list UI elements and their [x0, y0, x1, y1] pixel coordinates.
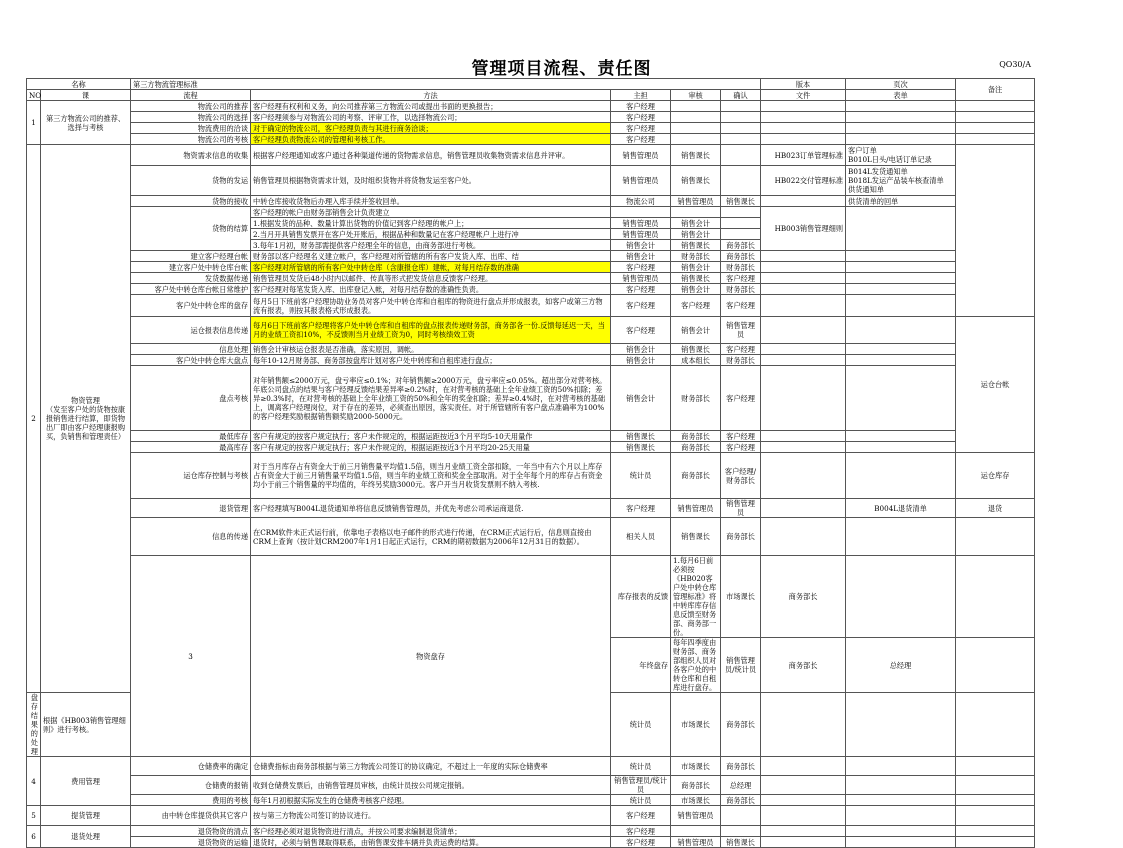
document-cell: HB022交付管理标准 [761, 166, 846, 196]
review-cell: 成本组长 [671, 355, 721, 366]
review-cell: 销售会计 [671, 284, 721, 295]
owner-cell: 销售会计 [611, 344, 671, 355]
method-cell: 每年四季度由财务部、商务部组织人员对各客户处的中转仓库和自租库进行盘存。 [671, 638, 721, 693]
process-cell: 货物的接收 [131, 196, 251, 207]
confirm-cell: 总经理 [846, 638, 956, 693]
process-cell: 年终盘存 [611, 638, 671, 693]
group-section: 第三方物流公司的推荐、选择与考核 [41, 101, 131, 145]
owner-cell: 销售会计 [611, 240, 671, 251]
process-cell: 客户处中转仓库大盘点 [131, 355, 251, 366]
review-cell: 市场课长 [671, 757, 721, 776]
label-version: 版本 [761, 79, 846, 90]
owner-cell: 客户经理 [611, 112, 671, 123]
method-cell: 销售管理员根据物资需求计划，及时组织货物并将货物发运至客户处。 [251, 166, 611, 196]
method-cell: 根据《HB003销售管理细则》进行考核。 [41, 693, 131, 757]
owner-cell: 销售管理员/统计员 [721, 638, 761, 693]
owner-cell: 客户经理 [611, 284, 671, 295]
method-cell: 1.每月6日前必须按《HB020客户处中转仓库管理标准》将中转库库存信息反馈至财务部、商务部一份。 [671, 556, 721, 638]
method-cell: 客户有规定的按客户规定执行；客户未作规定的，根据运距按近3个月平均5-10天用量作 [251, 431, 611, 442]
method-cell: 2.当月开具销售发票开在客户处开账后，根据品种和数量记在客户经理帐户上进行冲 [251, 229, 611, 240]
process-cell: 费用的考核 [131, 795, 251, 806]
process-cell: 盘点考核 [131, 366, 251, 431]
table-row [27, 837, 1035, 848]
owner-cell: 统计员 [611, 453, 671, 499]
confirm-cell: 财务部长 [721, 284, 761, 295]
form-cell: 客户订单 B010L日头/电话订单记录 [846, 145, 956, 166]
process-cell: 信息处理 [131, 344, 251, 355]
owner-cell: 统计员 [611, 795, 671, 806]
confirm-cell: 商务部长 [721, 251, 761, 262]
group-no: 1 [27, 101, 41, 145]
method-cell: 每年10-12月财务部、商务部按盘库计划对客户处中转库和自租库进行盘点； [251, 355, 611, 366]
process-cell: 运仓库存控制与考核 [131, 453, 251, 499]
confirm-cell: 销售课长 [721, 196, 761, 207]
owner-cell: 相关人员 [611, 518, 671, 556]
method-cell: 中转仓库接收货物后办理入库手续并签收回单。 [251, 196, 611, 207]
method-cell: 收到仓储费发票后，由销售管理员审核，由统计员按公司规定报销。 [251, 776, 611, 795]
confirm-cell: 商务部长 [721, 795, 761, 806]
review-cell: 销售课长 [671, 145, 721, 166]
confirm-cell: 商务部长 [721, 240, 761, 251]
method-cell: 每月5日下班前客户经理协助业务员对客户处中转仓库和自租库的物资进行盘点并形成报表，如客户或第三方物流有报表，则按其报表格式形成报表。 [251, 295, 611, 317]
table-row [27, 251, 1035, 262]
table-row [27, 295, 1035, 317]
table-row [27, 795, 1035, 806]
owner-cell: 销售会计 [611, 355, 671, 366]
method-cell: 客户经理有权利和义务，向公司推荐第三方物流公司或提出书面的更换报告； [251, 101, 611, 112]
owner-cell: 客户经理 [611, 101, 671, 112]
table-row [27, 431, 1035, 442]
label-remarks: 备注 [956, 79, 1035, 101]
table-row [27, 556, 1035, 638]
group-section: 物资盘存 [251, 556, 611, 757]
owner-cell: 客户经理 [611, 317, 671, 344]
header-row-1 [27, 79, 1035, 90]
table-row [27, 273, 1035, 284]
review-cell: 销售管理员 [671, 837, 721, 848]
table-row [27, 145, 1035, 166]
group-section: 退货处理 [41, 826, 131, 848]
owner-cell: 销售管理员 [611, 145, 671, 166]
method-cell: 3.每年1月初，财务部需提供客户经理全年的信息，由商务部进行考核。 [251, 240, 611, 251]
col-document: 文件 [761, 90, 846, 101]
owner-cell: 客户经理 [611, 123, 671, 134]
confirm-cell: 总经理 [721, 776, 761, 795]
table-row [27, 518, 1035, 556]
table-row [27, 101, 1035, 112]
col-no: NO [27, 90, 41, 101]
process-cell: 发货数据传递 [131, 273, 251, 284]
method-cell: 客户有规定的按客户规定执行；客户未作规定的，根据运距按近3个月平均20-25天用量 [251, 442, 611, 453]
method-cell-highlighted: 客户经理对所管辖的所有客户处中转仓库（含康报仓库）建帐，对每月结存数的准确 [251, 262, 611, 273]
method-cell: 按与第三方物流公司签订的协议进行。 [251, 806, 611, 826]
confirm-cell: 财务部长 [721, 355, 761, 366]
col-owner: 主担 [611, 90, 671, 101]
table-row [27, 826, 1035, 837]
method-cell: 对于当月库存占有资金大于前三月销售量平均值1.5倍，则当月业绩工资全部扣除，一年当中有六个月以上库存占有资金大于前三月销售量平均值1.5倍，则当年的业绩工资和奖金全部取消。对于全年每个月的库存占有资金均小于前三个销售量的平均值的，年终另奖励3000元。客户开当月收货发票则不纳入考核. [251, 453, 611, 499]
group-no: 3 [131, 556, 251, 757]
review-cell: 商务部长 [671, 442, 721, 453]
col-review: 审核 [671, 90, 721, 101]
confirm-cell: 客户经理 [721, 273, 761, 284]
review-cell: 财务部长 [671, 251, 721, 262]
group-no: 5 [27, 806, 41, 826]
method-cell: 财务部以客户经理名义建立帐户，客户经理对所管辖的所有客户发货入库、出库、结 [251, 251, 611, 262]
method-cell: 销售管理员发货后48小时内以邮件、传真等形式把发货信息反馈客户经理。 [251, 273, 611, 284]
table-row [27, 134, 1035, 145]
review-cell: 销售课长 [671, 240, 721, 251]
method-cell: 客户经理填写B004L退货通知单将信息反馈销售管理员，并优先考虑公司承运商退货. [251, 499, 611, 518]
form-cell: 供货清单的回单 [846, 196, 956, 207]
table-row [27, 284, 1035, 295]
process-cell: 信息的传递 [131, 518, 251, 556]
process-cell: 物流费用的洽谈 [131, 123, 251, 134]
method-cell: 客户经理必须对退货物资进行清点，并按公司要求编制退货清单； [251, 826, 611, 837]
confirm-cell: 商务部长 [721, 693, 761, 757]
confirm-cell: 财务部长 [721, 262, 761, 273]
method-cell: 对年销售额≤2000万元，盘亏率应≤0.1%；对年销售额≥2000万元，盘亏率应≤0.05%。超出部分对营考核。年底公司盘点的结果与客户经理反馈结果差异率≥0.2%时，在对营考核的基础上全年业绩工资的50%扣除；差异≥0.3%时，在对营考核的基础上全年业绩工资的50%和全年的奖金扣除；差异≥0.4%时，在对营考核的基础上，调离客户经理岗位，对于存在的差异，必须查出原因，落实责任。对于所管辖所有客户盘点准确率为100%的客户经理奖励根据销售额奖励2000-5000元。 [251, 366, 611, 431]
review-cell: 商务部长 [761, 556, 846, 638]
col-process: 流程 [131, 90, 251, 101]
process-cell: 客户处中转仓库台帐日常维护 [131, 284, 251, 295]
table-row [27, 366, 1035, 431]
method-cell-highlighted: 每月6日下班前客户经理将客户处中转仓库和自租库的盘点报表传递财务部，商务部各一份.反馈每延迟一天，当月的业绩工资扣10%，不反馈则当月业绩工资为0，同时考核绩效工资 [251, 317, 611, 344]
owner-cell: 销售课长 [611, 431, 671, 442]
group-no: 4 [27, 757, 41, 806]
table-row [27, 757, 1035, 776]
method-cell: 仓储费指标由商务部根据与第三方物流公司签订的协议确定，不超过上一年度的实际仓储费率 [251, 757, 611, 776]
col-confirm: 确认 [721, 90, 761, 101]
review-cell: 市场课长 [671, 693, 721, 757]
process-cell: 仓储费的报销 [131, 776, 251, 795]
review-cell: 客户经理 [671, 295, 721, 317]
review-cell: 市场课长 [671, 795, 721, 806]
col-method: 方法 [251, 90, 611, 101]
process-cell: 最高库存 [131, 442, 251, 453]
method-cell: 退货时，必须与销售课取得联系，由销售课安排车辆并负责运费的结算。 [251, 837, 611, 848]
form-cell: B004L退货清单 [846, 499, 956, 518]
owner-cell: 统计员 [611, 693, 671, 757]
process-cell: 货物的发运 [131, 166, 251, 196]
review-cell: 销售会计 [671, 317, 721, 344]
table-row [27, 262, 1035, 273]
confirm-cell: 客户经理 [721, 366, 761, 431]
owner-cell: 销售管理员 [611, 218, 671, 229]
owner-cell: 销售会计 [611, 251, 671, 262]
process-cell: 物流公司的考核 [131, 134, 251, 145]
table-row [27, 344, 1035, 355]
owner-cell: 客户经理 [611, 134, 671, 145]
owner-cell: 销售会计 [611, 366, 671, 431]
form-cell: B014L发货通知单 B018L发运产品装车核查清单 供货通知单 [846, 166, 956, 196]
review-cell: 商务部长 [671, 431, 721, 442]
label-page: 页次 [846, 79, 956, 90]
label-name: 名称 [27, 79, 131, 90]
table-row [27, 776, 1035, 795]
process-cell: 由中转仓库提货供其它客户 [131, 806, 251, 826]
confirm-cell: 销售课长 [721, 837, 761, 848]
review-cell: 商务部长 [761, 638, 846, 693]
process-cell: 退货物资的运输 [131, 837, 251, 848]
page-title: 管理项目流程、责任图 [471, 59, 652, 79]
process-cell: 最低库存 [131, 431, 251, 442]
review-cell: 销售管理员 [671, 196, 721, 207]
table-row [27, 112, 1035, 123]
process-cell: 仓储费率的确定 [131, 757, 251, 776]
table-row [27, 123, 1035, 134]
process-cell: 客户处中转仓库的盘存 [131, 295, 251, 317]
header-row-2 [27, 90, 1035, 101]
process-cell: 物资需求信息的收集 [131, 145, 251, 166]
table-row [27, 355, 1035, 366]
owner-cell: 市场课长 [721, 556, 761, 638]
review-cell: 商务部长 [671, 776, 721, 795]
process-cell: 建立客户经理台帐 [131, 251, 251, 262]
confirm-cell: 客户经理 [721, 431, 761, 442]
review-cell: 销售会计 [671, 262, 721, 273]
table-row [27, 207, 1035, 218]
process-cell: 退货物资的清点 [131, 826, 251, 837]
review-cell: 销售管理员 [671, 499, 721, 518]
owner-cell: 销售管理员 [611, 273, 671, 284]
review-cell: 销售管理员 [671, 806, 721, 826]
remarks-cell: 退货 [956, 499, 1035, 518]
table-row [27, 442, 1035, 453]
owner-cell: 客户经理 [611, 262, 671, 273]
table-row [27, 806, 1035, 826]
document-code: QO30/A [999, 60, 1031, 69]
col-form: 表单 [846, 90, 956, 101]
review-cell: 商务部长 [671, 453, 721, 499]
confirm-cell: 客户经理 [721, 442, 761, 453]
owner-cell: 客户经理 [611, 826, 671, 837]
owner-cell: 客户经理 [611, 499, 671, 518]
process-cell: 退货管理 [131, 499, 251, 518]
owner-cell: 销售课长 [611, 442, 671, 453]
process-cell: 库存报表的反馈 [611, 556, 671, 638]
method-cell: 客户经理须参与对物流公司的考察、评审工作，以选择物流公司； [251, 112, 611, 123]
process-cell: 物流公司的推荐 [131, 101, 251, 112]
group-section: 费用管理 [41, 757, 131, 806]
owner-cell: 客户经理 [611, 295, 671, 317]
remarks-cell: 运仓库存 [956, 453, 1035, 499]
col-section: 课 [41, 90, 131, 101]
document-cell: HB023订单管理标准 [761, 145, 846, 166]
confirm-cell: 商务部长 [721, 518, 761, 556]
method-cell-highlighted: 客户经理负责物流公司的管理和考核工作。 [251, 134, 611, 145]
review-cell: 销售课长 [671, 518, 721, 556]
responsibility-table [26, 78, 1035, 848]
method-cell: 销售会计审核运仓报表是否准确，落实原因，调帐。 [251, 344, 611, 355]
review-cell: 财务部长 [671, 366, 721, 431]
process-cell: 建立客户处中转仓库台帐 [131, 262, 251, 273]
table-row [27, 166, 1035, 196]
owner-cell: 销售管理员/统计员 [611, 776, 671, 795]
table-row [27, 453, 1035, 499]
confirm-cell: 客户经理/财务部长 [721, 453, 761, 499]
document-cell: HB003销售管理细则 [761, 207, 846, 251]
method-cell: 1.根据发货的品种、数量计算出货物的价值记到客户经理的帐户上； [251, 218, 611, 229]
table-row [27, 499, 1035, 518]
name-value: 第三方物流管理标准 [131, 79, 761, 90]
method-cell-highlighted: 对于确定的物流公司，客户经理负责与其进行商务洽谈； [251, 123, 611, 134]
review-cell: 销售课长 [671, 166, 721, 196]
method-cell: 客户经理的帐户由财务部销售会计负责建立 [251, 207, 611, 218]
review-cell: 销售会计 [671, 218, 721, 229]
method-cell: 根据客户经理通知或客户通过各种渠道传递的货物需求信息，销售管理员收集物资需求信息并评审。 [251, 145, 611, 166]
process-cell: 盘存结果的处理 [27, 693, 41, 757]
review-cell: 销售会计 [671, 229, 721, 240]
owner-cell: 销售管理员 [611, 229, 671, 240]
remarks-cell: 运仓台帐 [956, 317, 1035, 453]
process-cell: 运仓报表信息传递 [131, 317, 251, 344]
group-no: 2 [27, 145, 41, 693]
confirm-cell: 客户经理 [721, 295, 761, 317]
table-row [27, 196, 1035, 207]
group-section: 提货管理 [41, 806, 131, 826]
method-cell: 每年1月初根据实际发生的仓储费考核客户经理。 [251, 795, 611, 806]
confirm-cell: 销售管理员 [721, 317, 761, 344]
confirm-cell: 客户经理 [721, 344, 761, 355]
table-row [27, 317, 1035, 344]
owner-cell: 客户经理 [611, 837, 671, 848]
method-cell: 客户经理对每笔发货入库、出库登记入帐，对每月结存数的准确性负责。 [251, 284, 611, 295]
method-cell: 在CRM软件未正式运行前，依靠电子表格以电子邮件的形式进行传递，在CRM正式运行后，信息则直接由CRM上查询（按计划CRM2007年1月1日起正式运行，CRM的期初数据为2006年12月31日的数据）。 [251, 518, 611, 556]
group-section: 物资管理 （发至客户处的货物按康报销售进行结算，即货物出厂即由客户经理康报购买，负销售和管理责任） [41, 145, 131, 693]
review-cell: 销售课长 [671, 273, 721, 284]
confirm-cell: 销售管理员 [721, 499, 761, 518]
process-cell: 物流公司的选择 [131, 112, 251, 123]
review-cell: 销售课长 [671, 344, 721, 355]
owner-cell: 客户经理 [611, 806, 671, 826]
group-no: 6 [27, 826, 41, 848]
owner-cell: 物流公司 [611, 196, 671, 207]
confirm-cell: 商务部长 [721, 757, 761, 776]
process-cell: 货物的结算 [131, 207, 251, 251]
owner-cell: 销售管理员 [611, 166, 671, 196]
owner-cell: 统计员 [611, 757, 671, 776]
